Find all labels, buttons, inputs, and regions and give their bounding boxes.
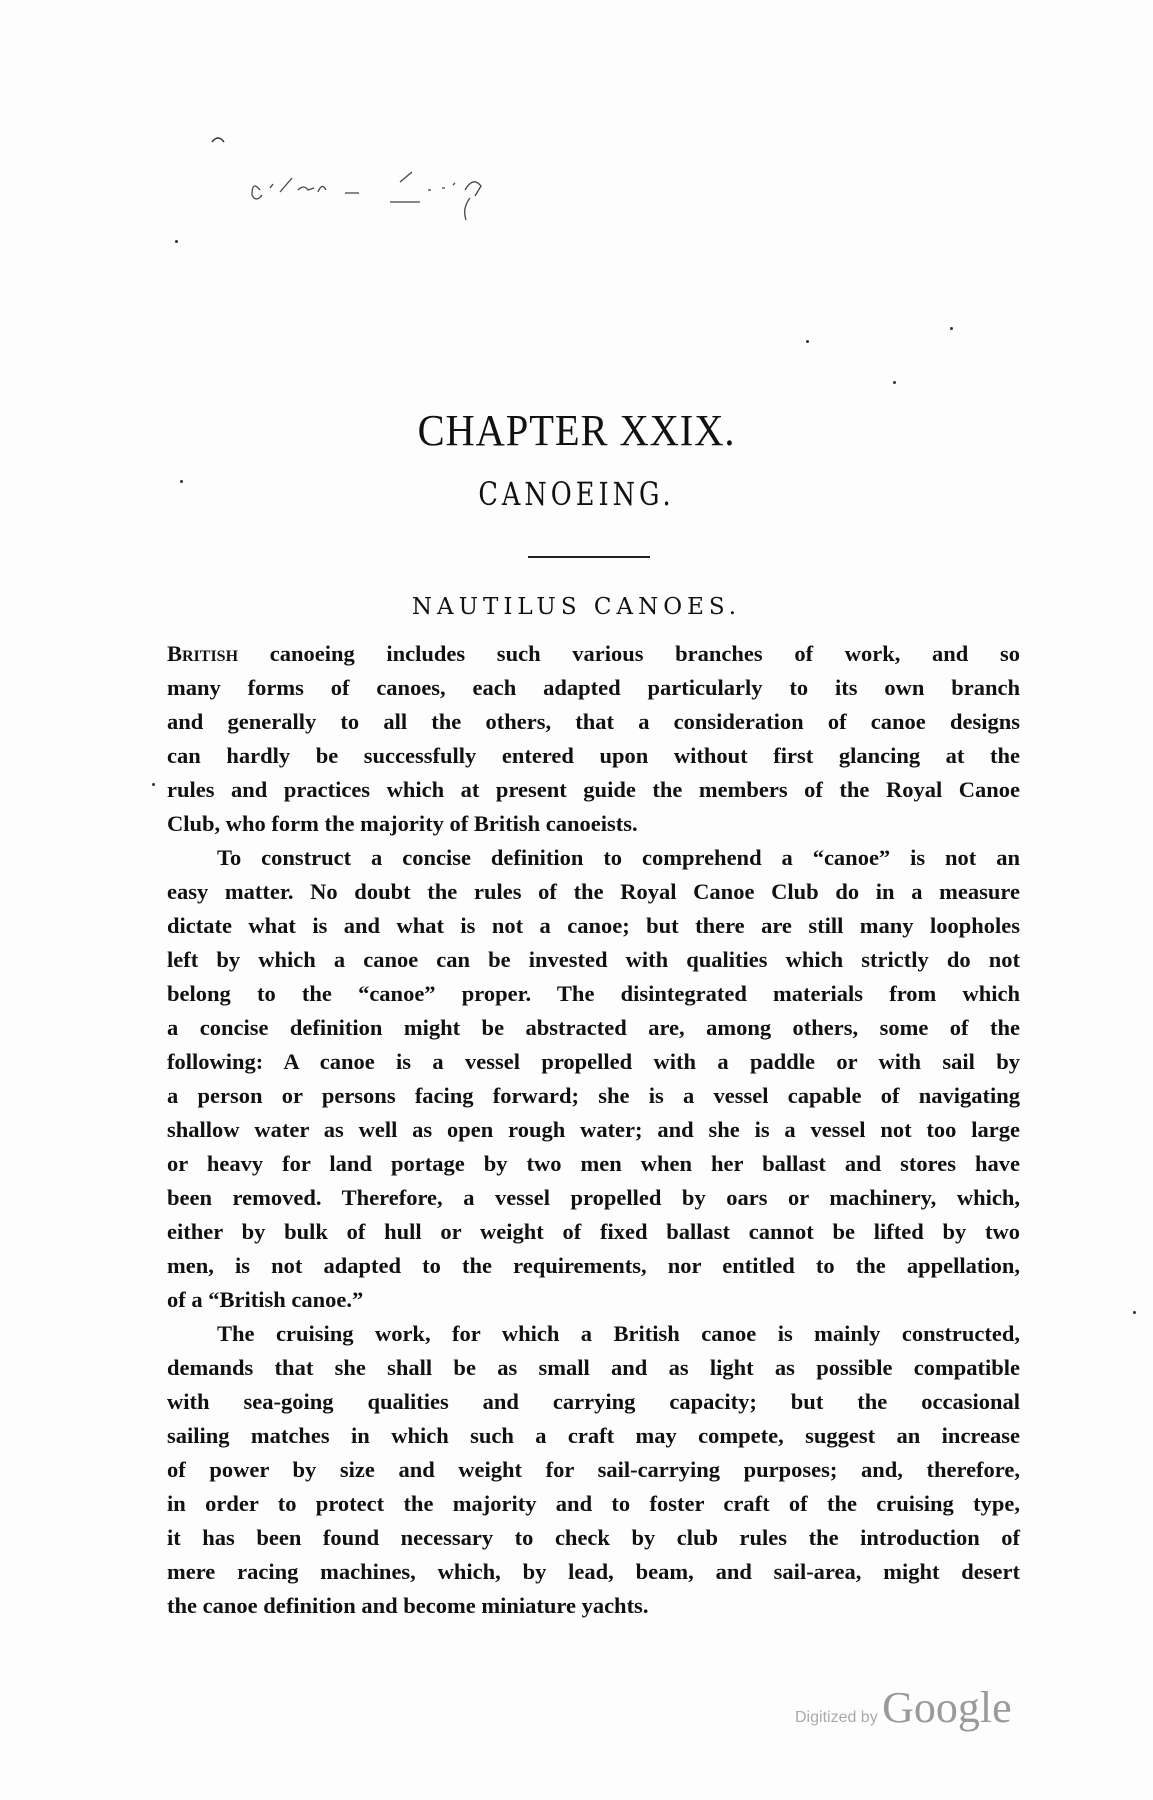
text-line: or heavy for land portage by two men when her ballast and stores have	[167, 1151, 1020, 1176]
text-line: men, is not adapted to the requirements, nor entitled to the appellation,	[167, 1253, 1020, 1278]
digitized-watermark	[795, 1682, 1012, 1733]
chapter-title: CANOEING.	[478, 475, 675, 513]
body-text	[167, 637, 1020, 1623]
text-line: a concise definition might be abstracted are, among others, some of the	[167, 1015, 1020, 1040]
text-line: Club, who form the majority of British canoeists.	[167, 811, 638, 836]
text-line: rules and practices which at present guide the members of the Royal Canoe	[167, 777, 1020, 802]
speck	[893, 381, 896, 384]
drop-word: British	[167, 641, 239, 666]
text-line: can hardly be successfully entered upon without first glancing at the	[167, 743, 1020, 768]
text-line: left by which a canoe can be invested with qualities which strictly do not	[167, 947, 1020, 972]
text-line: dictate what is and what is not a canoe; but there are still many loopholes	[167, 913, 1020, 938]
section-heading: NAUTILUS CANOES.	[411, 594, 742, 620]
text-line: The cruising work, for which a British canoe is mainly constructed,	[217, 1321, 1020, 1346]
text-line: of a “British canoe.”	[167, 1287, 364, 1312]
text-line: with sea-going qualities and carrying capacity; but the occasional	[167, 1389, 1020, 1414]
text-line: been removed. Therefore, a vessel propelled by oars or machinery, which,	[167, 1185, 1020, 1210]
text-line: and generally to all the others, that a consideration of canoe designs	[167, 709, 1020, 734]
text-line: it has been found necessary to check by club rules the introduction of	[167, 1525, 1020, 1550]
speck	[950, 327, 953, 330]
text-line: easy matter. No doubt the rules of the Royal Canoe Club do in a measure	[167, 879, 1020, 904]
text-line: belong to the “canoe” proper. The disintegrated materials from which	[167, 981, 1020, 1006]
text-line: of power by size and weight for sail-carrying purposes; and, therefore,	[167, 1457, 1020, 1482]
handwritten-annotation	[210, 130, 570, 250]
text-line: in order to protect the majority and to foster craft of the cruising type,	[167, 1491, 1020, 1516]
speck	[1133, 1311, 1136, 1314]
text-line: mere racing machines, which, by lead, beam, and sail-area, might desert	[167, 1559, 1020, 1584]
text-line: many forms of canoes, each adapted particularly to its own branch	[167, 675, 1020, 700]
text-line: either by bulk of hull or weight of fixed ballast cannot be lifted by two	[167, 1219, 1020, 1244]
text-line: following: A canoe is a vessel propelled with a paddle or with sail by	[167, 1049, 1020, 1074]
text-line: sailing matches in which such a craft may compete, suggest an increase	[167, 1423, 1020, 1448]
divider-rule	[528, 556, 650, 558]
google-logo: Google	[882, 1683, 1012, 1732]
text-line: shallow water as well as open rough water; and she is a vessel not too large	[167, 1117, 1020, 1142]
text-line: British canoeing includes such various branches of work, and so	[167, 641, 1020, 666]
text-line: To construct a concise definition to comprehend a “canoe” is not an	[217, 845, 1020, 870]
chapter-heading: CHAPTER XXIX.	[417, 406, 736, 455]
text-line: the canoe definition and become miniature yachts.	[167, 1593, 649, 1618]
watermark-prefix: Digitized by	[795, 1709, 878, 1726]
speck	[152, 783, 155, 786]
text-line: a person or persons facing forward; she is a vessel capable of navigating	[167, 1083, 1020, 1108]
speck	[806, 340, 809, 343]
text-line: demands that she shall be as small and as light as possible compatible	[167, 1355, 1020, 1380]
speck	[175, 240, 178, 243]
